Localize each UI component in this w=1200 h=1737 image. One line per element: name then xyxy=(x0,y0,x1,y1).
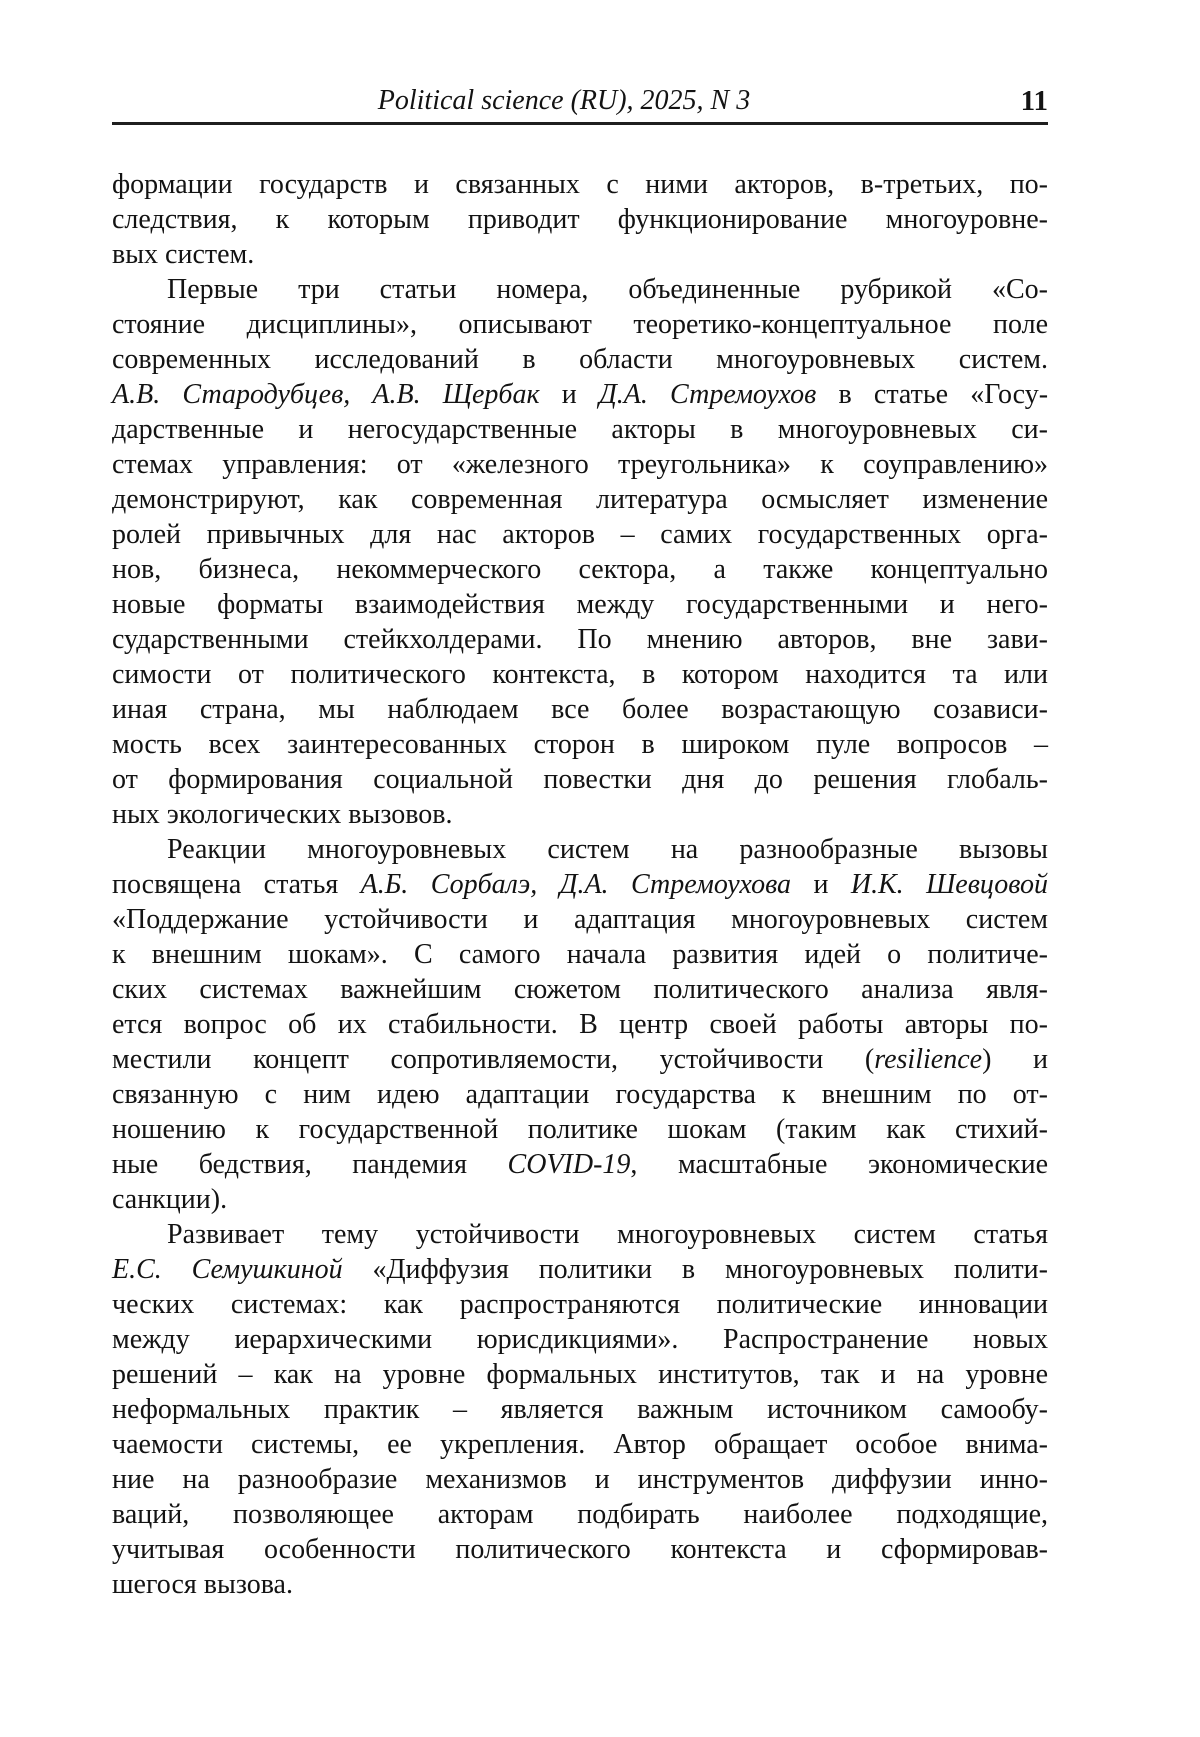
text-segment: Реакции многоуровневых систем на разнообразные вызовы xyxy=(167,834,1048,865)
text-line xyxy=(112,517,1048,552)
text-line xyxy=(112,587,1048,622)
text-segment: решений – как на уровне формальных институтов, так и на уровне xyxy=(112,1359,1048,1390)
text-segment: ваций, позволяющее акторам подбирать наиболее подходящие, xyxy=(112,1499,1048,1530)
text-segment: демонстрируют, как современная литература осмысляет изменение xyxy=(112,484,1048,515)
text-segment: стемах управления: от «железного треугольника» к соуправлению» xyxy=(112,449,1048,480)
italic-text-segment: Е.С. Семушкиной xyxy=(112,1254,343,1285)
paragraph xyxy=(112,272,1048,832)
text-line xyxy=(112,307,1048,342)
text-segment: сударственными стейкхолдерами. По мнению авторов, вне зави- xyxy=(112,624,1048,655)
text-line xyxy=(112,202,1048,237)
text-segment: местили концепт сопротивляемости, устойчивости ( xyxy=(112,1044,875,1075)
text-segment: между иерархическими юрисдикциями». Распространение новых xyxy=(112,1324,1048,1355)
text-line xyxy=(112,1567,1048,1602)
text-segment: формации государств и связанных с ними акторов, в-третьих, по- xyxy=(112,169,1048,200)
text-line xyxy=(112,657,1048,692)
text-segment: санкции). xyxy=(112,1184,228,1215)
text-line xyxy=(112,1147,1048,1182)
page-header xyxy=(112,86,1048,125)
text-segment: ) и xyxy=(982,1044,1048,1075)
paragraph xyxy=(112,832,1048,1217)
text-segment: , масштабные экономические xyxy=(630,1149,1048,1180)
text-segment: следствия, к которым приводит функционирование многоуровне- xyxy=(112,204,1048,235)
text-segment: иная страна, мы наблюдаем все более возрастающую созависи- xyxy=(112,694,1048,725)
text-segment: современных исследований в области многоуровневых систем. xyxy=(112,344,1048,375)
text-segment: посвящена статья xyxy=(112,869,361,900)
text-segment: Развивает тему устойчивости многоуровневых систем статья xyxy=(167,1219,1048,1250)
text-segment: ние на разнообразие механизмов и инструментов диффузии инно- xyxy=(112,1464,1048,1495)
text-line xyxy=(112,1462,1048,1497)
text-segment: ношению к государственной политике шокам (таким как стихий- xyxy=(112,1114,1048,1145)
text-line xyxy=(112,832,1048,867)
journal-title: Political science (RU), 2025, N 3 xyxy=(377,85,751,116)
text-line xyxy=(112,1182,1048,1217)
text-line xyxy=(112,342,1048,377)
text-segment: связанную с ним идею адаптации государства к внешним по от- xyxy=(112,1079,1048,1110)
text-line xyxy=(112,447,1048,482)
text-line xyxy=(112,1392,1048,1427)
text-segment: учитывая особенности политического контекста и сформировав- xyxy=(112,1534,1048,1565)
text-segment: дарственные и негосударственные акторы в многоуровневых си- xyxy=(112,414,1048,445)
text-segment: чаемости системы, ее укрепления. Автор обращает особое внима- xyxy=(112,1429,1048,1460)
italic-text-segment: COVID-19 xyxy=(507,1149,631,1180)
text-line xyxy=(112,1217,1048,1252)
text-line xyxy=(112,377,1048,412)
text-segment: к внешним шокам». С самого начала развития идей о политиче- xyxy=(112,939,1048,970)
text-line xyxy=(112,412,1048,447)
paragraph xyxy=(112,1217,1048,1602)
text-line xyxy=(112,692,1048,727)
text-line xyxy=(112,1322,1048,1357)
text-line xyxy=(112,1287,1048,1322)
text-line xyxy=(112,1497,1048,1532)
text-segment: от формирования социальной повестки дня до решения глобаль- xyxy=(112,764,1048,795)
text-segment: неформальных практик – является важным источником самообу- xyxy=(112,1394,1048,1425)
text-line xyxy=(112,1042,1048,1077)
text-line xyxy=(112,972,1048,1007)
text-segment: мость всех заинтересованных сторон в широком пуле вопросов – xyxy=(112,729,1048,760)
text-line xyxy=(112,727,1048,762)
italic-text-segment: resilience xyxy=(874,1044,983,1075)
text-line xyxy=(112,1357,1048,1392)
italic-text-segment: А.В. Стародубцев, А.В. Щербак xyxy=(112,379,540,410)
text-segment: шегося вызова. xyxy=(112,1569,293,1600)
text-segment: «Поддержание устойчивости и адаптация многоуровневых систем xyxy=(112,904,1048,935)
text-line xyxy=(112,167,1048,202)
text-segment: и xyxy=(539,379,599,410)
italic-text-segment: Д.А. Стремоухов xyxy=(598,379,817,410)
text-line xyxy=(112,1252,1048,1287)
text-segment: симости от политического контекста, в котором находится та или xyxy=(112,659,1048,690)
text-segment: ные бедствия, пандемия xyxy=(112,1149,508,1180)
text-line xyxy=(112,1077,1048,1112)
page-number: 11 xyxy=(1020,85,1048,117)
text-segment: «Диффузия политики в многоуровневых полити- xyxy=(342,1254,1048,1285)
text-line xyxy=(112,1007,1048,1042)
text-segment: стояние дисциплины», описывают теоретико-концептуальное поле xyxy=(112,309,1048,340)
text-segment: в статье «Госу- xyxy=(816,379,1049,410)
italic-text-segment: А.Б. Сорбалэ, Д.А. Стремоухова xyxy=(360,869,792,900)
text-segment: и xyxy=(791,869,851,900)
text-line xyxy=(112,482,1048,517)
text-segment: нов, бизнеса, некоммерческого сектора, а также концептуально xyxy=(112,554,1048,585)
text-line xyxy=(112,272,1048,307)
text-segment: ных экологических вызовов. xyxy=(112,799,453,830)
text-segment: Первые три статьи номера, объединенные рубрикой «Со- xyxy=(167,274,1048,305)
text-line xyxy=(112,762,1048,797)
text-line xyxy=(112,237,1048,272)
text-segment: ских системах важнейшим сюжетом политического анализа явля- xyxy=(112,974,1048,1005)
text-line xyxy=(112,1427,1048,1462)
text-segment: ется вопрос об их стабильности. В центр своей работы авторы по- xyxy=(112,1009,1048,1040)
text-segment: вых систем. xyxy=(112,239,255,270)
text-line xyxy=(112,867,1048,902)
text-segment: ческих системах: как распространяются политические инновации xyxy=(112,1289,1048,1320)
text-line xyxy=(112,902,1048,937)
paragraph xyxy=(112,167,1048,272)
text-line xyxy=(112,797,1048,832)
page-body xyxy=(112,167,1048,1602)
text-line xyxy=(112,1532,1048,1567)
text-segment: ролей привычных для нас акторов – самих государственных орга- xyxy=(112,519,1048,550)
text-line xyxy=(112,622,1048,657)
text-segment: новые форматы взаимодействия между государственными и него- xyxy=(112,589,1048,620)
text-line xyxy=(112,552,1048,587)
italic-text-segment: И.К. Шевцовой xyxy=(850,869,1048,900)
text-line xyxy=(112,1112,1048,1147)
text-line xyxy=(112,937,1048,972)
